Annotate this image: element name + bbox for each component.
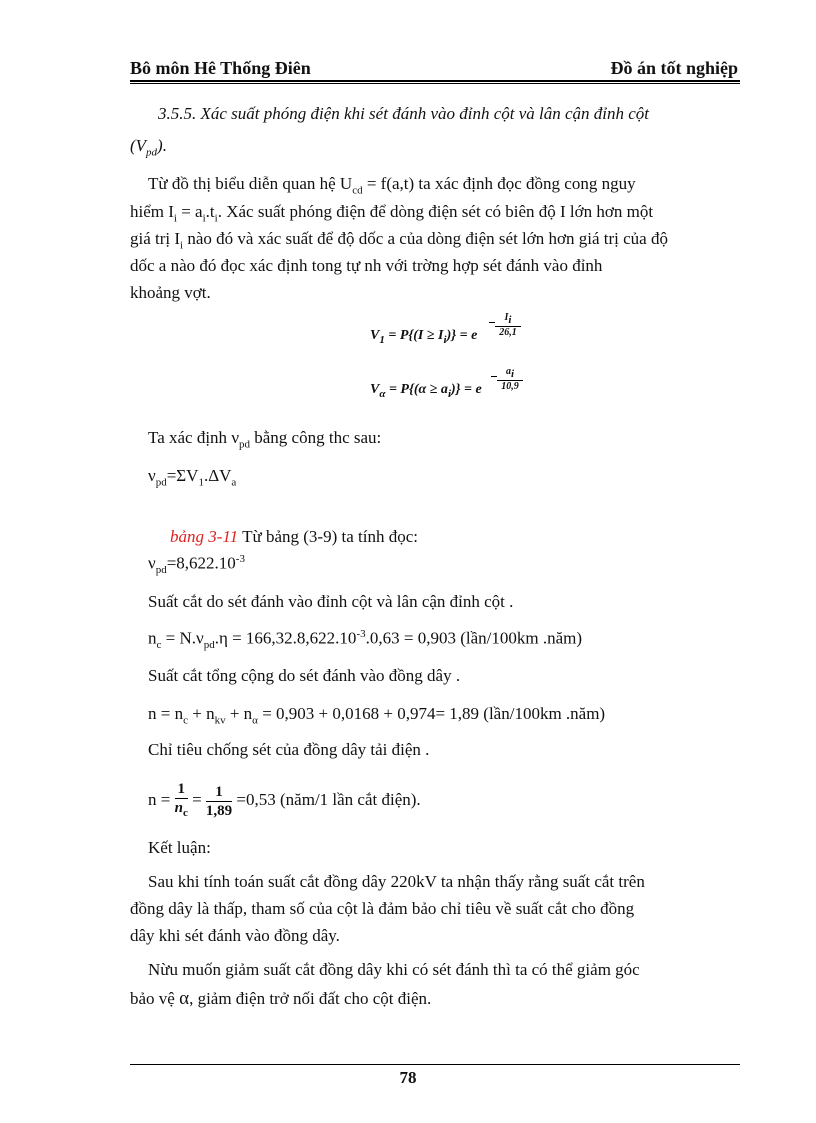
cut-rate-label-1: Suất cắt do sét đánh vào đỉnh cột và lân cận đỉnh cột .: [148, 592, 514, 611]
paragraph1-line1: Từ đồ thị biểu diễn quan hệ $U_{cd} = f(a,t)$ ta xác định đọc đồng cong nguy: [148, 174, 636, 197]
paragraph1-line4: dốc a nào đó đọc xác định tong tự nh với trờng hợp sét đánh vào đỉnh: [130, 256, 603, 275]
formula-va-minus: [491, 376, 497, 377]
formula-va: $V_\alpha = P\{(\alpha \ge a_i)\} = e$: [370, 382, 482, 400]
section-title-line2: $(V_{pd})$.: [130, 136, 167, 159]
nc-formula-line: $n_c = N.\nu_{pd}.\eta = 166,32.8,622.10^{-3}.0,63 = 0,903$ (lần/100km .năm): [148, 628, 583, 652]
formula-v1-minus: [489, 322, 495, 323]
formula-va-exponent: $a_i$ 10,9: [497, 366, 523, 392]
fraction-1-over-nc: $\frac{1}{n_c}$: [174, 781, 188, 820]
alpha-symbol: α: [179, 988, 190, 1009]
paragraph1-line2: hiểm $I_i = a_i.t_i$. Xác suất phóng điện để dòng điện sét có biên độ I lớn hơn một: [130, 202, 654, 225]
cut-rate-label-2: Suất cắt tổng cộng do sét đánh vào đồng dây .: [148, 666, 461, 685]
vpd-value-line: $\nu_{pd}=8,622.10^{-3}$: [148, 553, 245, 577]
conclusion-label: Kết luận:: [148, 838, 211, 857]
formula-v1: $V_1 = P\{(I \ge I_i)\} = e$: [370, 328, 478, 346]
footer-rule: [130, 1064, 740, 1065]
conclusion-line-2: đồng dây là thấp, tham số của cột là đảm bảo chỉ tiêu về suất cắt cho đồng: [130, 899, 635, 918]
formula-v1-exponent: $I_i$ 26,1: [495, 312, 521, 338]
fraction-1-over-189: $\frac{1}{1,89}$: [205, 783, 233, 819]
conclusion-line-1: Sau khi tính toán suất cắt đồng dây 220kV ta nhận thấy rằng suất cắt trên: [148, 872, 645, 891]
final-line-2: bảo vệ α, giảm điện trở nối đất cho cột điện.: [130, 988, 432, 1009]
total-cut-formula-line: $n = n_c + n_{kv} + n_\alpha = 0,903 + 0,0168 + 0,974= 1,89$ (lần/100km .năm): [148, 704, 606, 727]
determine-line: Ta xác định $\nu_{pd}$ bằng công thc sau:: [148, 428, 382, 451]
paragraph1-line3: giá trị $I_i$ nào đó và xác suất để độ dốc a của dòng điện sét lớn hơn giá trị của độ: [130, 229, 668, 252]
sum-formula-line: $\nu_{pd}=\Sigma V_1.\Delta V_a$: [148, 466, 237, 489]
paragraph1-line5: khoảng vợt.: [130, 283, 211, 302]
final-line-1: Nừu muốn giảm suất cắt đồng dây khi có sét đánh thì ta có thể giảm góc: [148, 960, 640, 979]
section-title-line1: 3.5.5. Xác suất phóng điện khi sét đánh vào đỉnh cột và lân cận đỉnh cột: [158, 104, 650, 123]
n-fraction-line: n = $\frac{1}{n_c}$ = $\frac{1}{1,89}$ =0,53 (năm/1 lần cắt điện).: [148, 778, 421, 822]
table-reference-link[interactable]: bảng 3-11: [170, 527, 239, 546]
header-thesis-title: Đồ án tốt nghiệp: [610, 58, 738, 78]
protection-index-label: Chỉ tiêu chống sét của đồng dây tải điện .: [148, 740, 430, 759]
conclusion-line-3: dây khi sét đánh vào đồng dây.: [130, 926, 340, 945]
page-number: 78: [399, 1068, 417, 1087]
table-reference-line: bảng 3-11 Từ bảng (3-9) ta tính đọc:: [170, 527, 418, 546]
header-rule: [130, 80, 740, 82]
page-header: [130, 58, 740, 82]
header-department: Bô môn Hê Thống Điên: [130, 58, 311, 78]
header-rule-thin: [130, 83, 740, 84]
